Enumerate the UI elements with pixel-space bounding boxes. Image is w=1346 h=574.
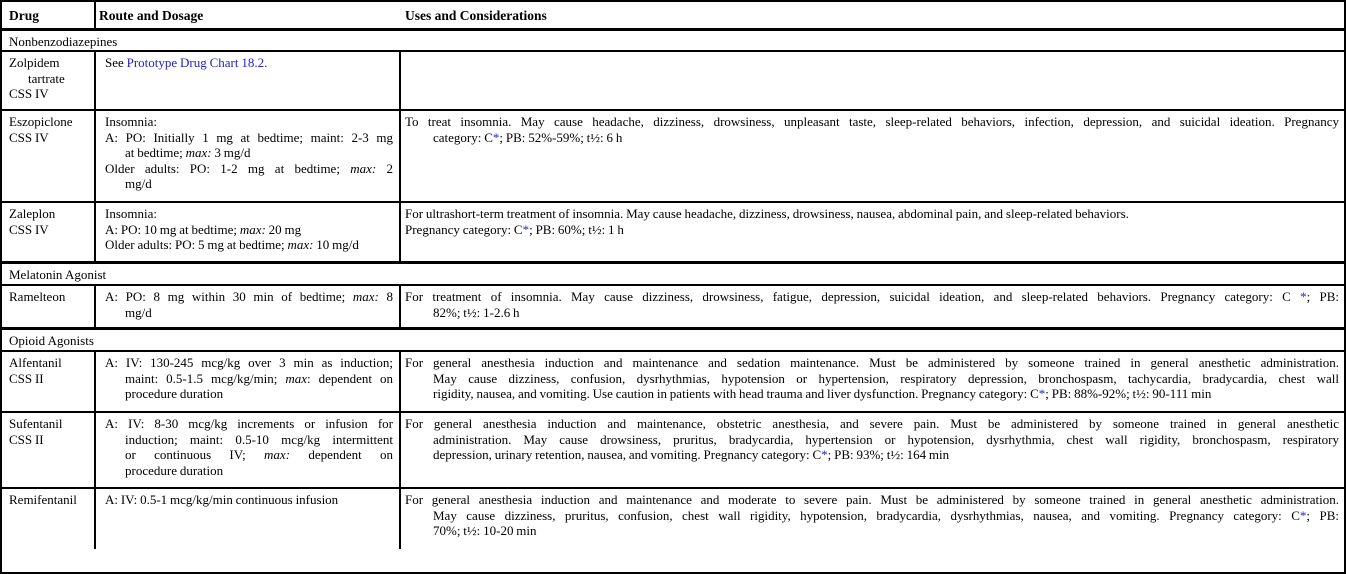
section-row-melatonin-agonist <box>2 264 1344 286</box>
text-segment: procedure duration <box>125 462 224 478</box>
section-label: Melatonin Agonist <box>9 267 107 282</box>
text-segment: administration. May cause drowsiness, pruritus, bradycardia, hypertension or hypotension, dysrhythmia, chest wall rigidity, bronchospasm, respiratory <box>433 431 1339 447</box>
text-segment: CSS IV <box>9 221 49 237</box>
text-segment: Older adults: PO: 1-2 mg at bedtime; <box>105 160 351 176</box>
drug-row-zolpidem-tartrate <box>2 52 1344 111</box>
drug-name-cell <box>2 286 96 327</box>
uses-and-considerations-cell <box>401 111 1344 201</box>
text-segment: rigidity, nausea, and vomiting. Use caution in patients with head trauma and liver dysfunction. Pregnancy category: C <box>433 386 1039 402</box>
drug-name-cell <box>2 203 96 261</box>
text-segment: A: PO: Initially 1 mg at bedtime; maint: 2-3 mg <box>105 129 393 145</box>
text-segment: CSS IV <box>9 129 49 145</box>
text-segment: ; PB: 88%-92%; t½: 90-111 min <box>1045 386 1212 402</box>
text-segment: CSS IV <box>9 86 49 102</box>
text-segment: For treatment of insomnia. May cause dizziness, drowsiness, fatigue, depression, suicidal ideation, and sleep-related behaviors. Pregnancy category: C <box>405 289 1301 304</box>
text-line <box>9 222 91 238</box>
text-line <box>9 432 91 448</box>
uses-and-considerations-cell <box>401 286 1344 327</box>
uses-and-considerations-cell <box>401 352 1344 411</box>
text-line <box>9 71 91 87</box>
text-segment: ; PB: <box>1306 289 1339 304</box>
route-and-dosage-cell <box>96 352 401 411</box>
text-segment: For general anesthesia induction and maintenance and sedation maintenance. Must be administered by someone trained in general anesthetic administration. <box>405 355 1339 370</box>
text-segment: : dependent on <box>307 370 393 386</box>
text-line <box>405 416 1339 432</box>
text-segment: 8 <box>378 289 393 304</box>
text-segment: 82%; t½: 1-2.6 h <box>433 304 520 320</box>
text-segment: depression, urinary retention, nausea, and vomiting. Pregnancy category: C <box>433 447 822 463</box>
text-line <box>105 176 393 192</box>
text-line <box>105 432 393 448</box>
drug-name-cell <box>2 352 96 411</box>
pregnancy-category-footnote-link[interactable]: * <box>1038 386 1046 402</box>
drug-row-sufentanil <box>2 413 1344 489</box>
text-line <box>405 371 1339 387</box>
text-segment: mg/d <box>125 304 152 320</box>
text-segment: May cause dizziness, confusion, dysrhythmias, hypotension or hypertension, respiratory depression, bronchospasm, tachycardia, bradycardia, chest wall <box>433 370 1339 386</box>
drug-row-alfentanil <box>2 352 1344 413</box>
section-row-nonbenzodiazepines <box>2 31 1344 52</box>
drug-name-cell <box>2 52 96 109</box>
text-segment: max: <box>350 160 377 176</box>
text-line <box>405 523 1339 539</box>
text-line <box>405 492 1339 508</box>
text-line <box>405 206 1339 222</box>
text-segment: induction; maint: 0.5-10 mcg/kg intermittent <box>125 431 393 447</box>
text-line <box>9 371 91 387</box>
text-line <box>405 355 1339 371</box>
text-segment: or continuous IV; <box>125 447 265 463</box>
text-line <box>105 114 393 130</box>
text-segment: ; PB: 52%-59%; t½: 6 h <box>499 129 623 145</box>
column-header-uses-and-considerations <box>401 2 1344 28</box>
text-segment: max: <box>352 289 379 304</box>
route-and-dosage-cell <box>96 413 401 487</box>
column-header-drug <box>2 2 96 28</box>
text-segment: CSS II <box>9 431 44 447</box>
text-line <box>9 55 91 71</box>
text-segment: max: <box>185 145 212 161</box>
text-segment: A: IV: 0.5-1 mcg/kg/min continuous infusion <box>105 492 339 507</box>
text-segment: 3 mg/d <box>211 145 251 161</box>
text-line <box>9 355 91 371</box>
text-segment: For general anesthesia induction and maintenance and moderate to severe pain. Must be administered by someone trained in general anesthetic administration. <box>405 492 1339 507</box>
drug-name-cell <box>2 489 96 549</box>
text-segment: 2 <box>376 160 393 176</box>
text-line <box>405 305 1339 321</box>
text-line <box>405 447 1339 463</box>
text-line <box>405 114 1339 130</box>
route-and-dosage-cell <box>96 111 401 201</box>
text-segment: procedure duration <box>125 386 224 402</box>
text-segment: Ramelteon <box>9 289 66 304</box>
text-segment: To treat insomnia. May cause headache, dizziness, drowsiness, unpleasant taste, sleep-related behaviors, infection, depression, and suicidal ideation. Pregnancy <box>405 114 1339 129</box>
text-line <box>105 355 393 371</box>
text-segment: maint: 0.5-1.5 mcg/kg/min; <box>125 370 286 386</box>
text-segment: Sufentanil <box>9 416 63 431</box>
text-line <box>105 222 393 238</box>
text-segment: 10 mg/d <box>313 237 359 253</box>
text-line <box>105 463 393 479</box>
text-line <box>105 161 393 177</box>
text-line <box>405 508 1339 524</box>
text-segment: Remifentanil <box>9 492 77 507</box>
column-header-label: Uses and Considerations <box>405 8 547 23</box>
text-line <box>405 432 1339 448</box>
text-line <box>405 130 1339 146</box>
route-and-dosage-cell <box>96 286 401 327</box>
text-segment: ; PB: 60%; t½: 1 h <box>529 221 624 237</box>
text-line <box>9 206 91 222</box>
text-line <box>405 222 1339 238</box>
text-line <box>105 130 393 146</box>
text-line <box>9 492 91 508</box>
text-segment: 20 mg <box>265 221 302 237</box>
text-line <box>105 305 393 321</box>
text-segment: A: PO: 8 mg within 30 min of bedtime; <box>105 289 353 304</box>
text-line <box>9 416 91 432</box>
column-header-label: Route and Dosage <box>99 8 204 23</box>
text-line <box>105 447 393 463</box>
text-segment: Insomnia: <box>105 206 157 221</box>
text-line <box>9 114 91 130</box>
text-segment: at bedtime; <box>125 145 186 161</box>
text-segment: For general anesthesia induction and maintenance, obstetric anesthesia, and severe pain. Must be administered by someone trained in general anesthetic <box>405 416 1339 431</box>
uses-and-considerations-cell <box>401 413 1344 487</box>
pregnancy-category-footnote-link[interactable]: * <box>821 447 828 463</box>
table-header-row <box>2 2 1344 31</box>
section-label: Nonbenzodiazepines <box>9 34 118 49</box>
text-segment: See <box>105 55 127 70</box>
text-segment: A: IV: 130-245 mcg/kg over 3 min as induction; <box>105 355 393 370</box>
text-line <box>105 237 393 253</box>
text-segment: Alfentanil <box>9 355 62 370</box>
text-segment: mg/d <box>125 176 152 192</box>
table-body <box>2 31 1344 549</box>
pregnancy-category-footnote-link[interactable]: * <box>1299 507 1307 523</box>
text-line <box>405 386 1339 402</box>
text-segment: max: <box>264 447 291 463</box>
text-segment: category: C <box>433 129 493 145</box>
drug-name-cell <box>2 413 96 487</box>
text-segment: Zaleplon <box>9 206 56 221</box>
text-line <box>9 289 91 305</box>
prototype-drug-chart-18-2-link[interactable]: Prototype Drug Chart 18.2. <box>126 55 268 70</box>
text-segment: For ultrashort-term treatment of insomnia. May cause headache, dizziness, drowsiness, nausea, abdominal pain, and sleep-related behaviors. <box>405 206 1129 221</box>
text-segment: Pregnancy category: C <box>405 221 523 237</box>
text-line <box>9 130 91 146</box>
uses-and-considerations-cell <box>401 52 1344 109</box>
section-row-opioid-agonists <box>2 330 1344 352</box>
text-line <box>105 371 393 387</box>
uses-and-considerations-cell <box>401 489 1344 549</box>
text-segment: Older adults: PO: 5 mg at bedtime; <box>105 237 288 253</box>
drug-name-cell <box>2 111 96 201</box>
section-label: Opioid Agonists <box>9 333 94 348</box>
drug-row-eszopiclone <box>2 111 1344 203</box>
text-segment: Insomnia: <box>105 114 157 129</box>
text-line <box>105 289 393 305</box>
route-and-dosage-cell <box>96 489 401 549</box>
drug-row-zaleplon <box>2 203 1344 264</box>
text-line <box>105 386 393 402</box>
text-segment: A: IV: 8-30 mcg/kg increments or infusion for <box>105 416 393 431</box>
text-line <box>105 145 393 161</box>
text-segment: tartrate <box>28 70 65 86</box>
column-header-label: Drug <box>9 8 39 23</box>
text-segment: max: <box>287 237 314 253</box>
text-segment: Zolpidem <box>9 55 60 70</box>
text-line <box>105 492 393 508</box>
route-and-dosage-cell <box>96 52 401 109</box>
text-segment: max <box>285 370 308 386</box>
text-segment: May cause dizziness, pruritus, confusion, chest wall rigidity, hypotension, bradycardia, dysrhythmias, nausea, and vomiting. Pregnancy category: C <box>433 507 1300 523</box>
text-segment: ; PB: <box>1306 507 1339 523</box>
text-line <box>9 86 91 102</box>
column-header-route-and-dosage <box>96 2 401 28</box>
text-segment: Eszopiclone <box>9 114 73 129</box>
drug-row-ramelteon <box>2 286 1344 330</box>
text-line <box>105 416 393 432</box>
pregnancy-category-footnote-link[interactable]: * <box>1300 289 1307 304</box>
text-line <box>105 206 393 222</box>
route-and-dosage-cell <box>96 203 401 261</box>
text-segment: CSS II <box>9 370 44 386</box>
pregnancy-category-footnote-link[interactable]: * <box>492 129 500 145</box>
text-line <box>405 289 1339 305</box>
text-segment: ; PB: 93%; t½: 164 min <box>827 447 950 463</box>
text-segment: A: PO: 10 mg at bedtime; <box>105 221 240 237</box>
text-line <box>105 55 393 71</box>
text-segment: dependent on <box>290 447 394 463</box>
text-segment: 70%; t½: 10-20 min <box>433 523 537 539</box>
uses-and-considerations-cell <box>401 203 1344 261</box>
drug-row-remifentanil <box>2 489 1344 549</box>
text-segment: max: <box>239 221 266 237</box>
pregnancy-category-footnote-link[interactable]: * <box>522 221 530 237</box>
